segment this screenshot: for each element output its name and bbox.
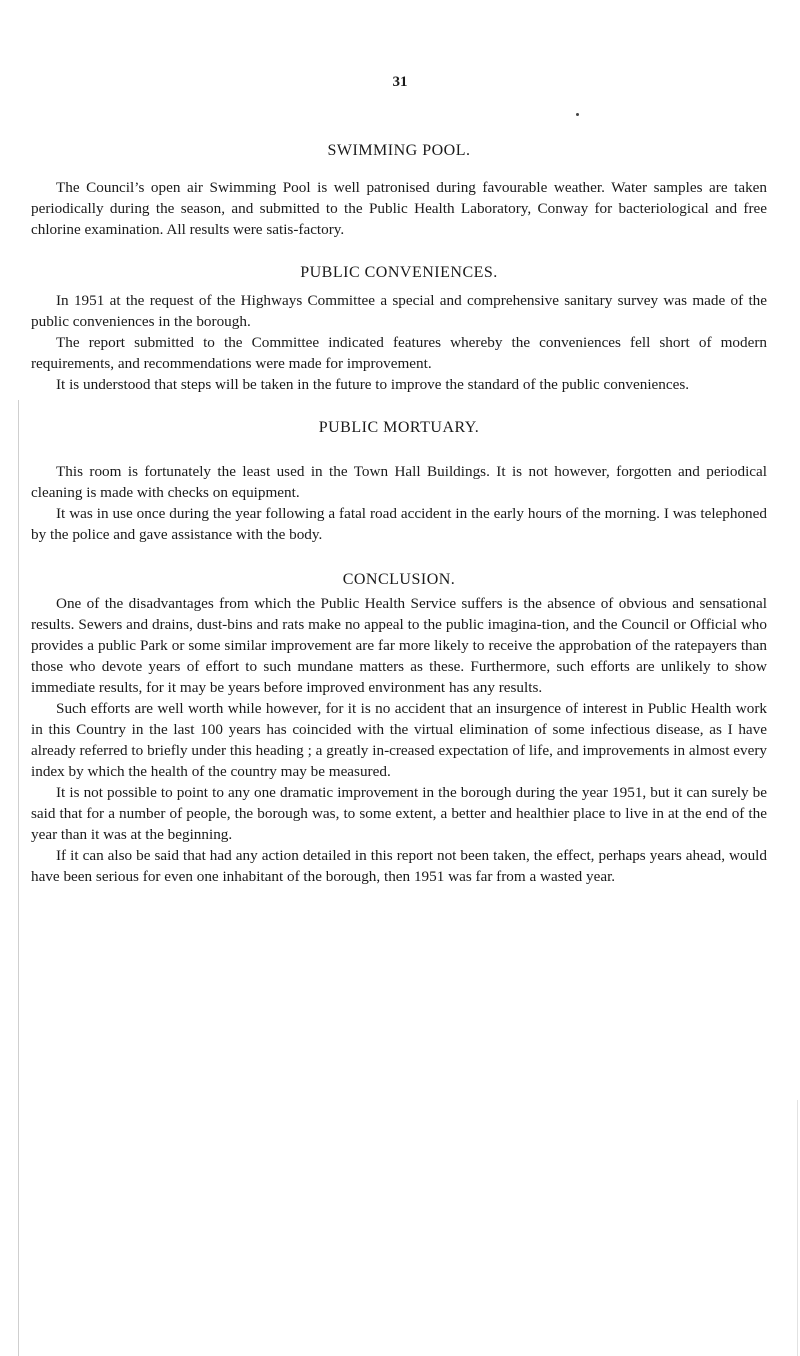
section-public-mortuary <box>31 419 767 545</box>
document-body <box>31 142 767 887</box>
paragraph: The Council’s open air Swimming Pool is well patronised during favourable weather. Water samples are taken periodically during the season, and submitted to the Public Health Laboratory, Conway for bacteriological and free chlorine examination. All results were satis-factory. <box>31 179 767 238</box>
binding-edge-right <box>797 1100 798 1356</box>
stray-mark <box>576 113 579 116</box>
section-heading: PUBLIC MORTUARY. <box>318 419 480 436</box>
paragraph: In 1951 at the request of the Highways Committee a special and comprehensive sanitary survey was made of the public conveniences in the borough. <box>31 292 767 330</box>
paragraph: It is understood that steps will be taken in the future to improve the standard of the public conveniences. <box>56 376 690 393</box>
paragraph: Such efforts are well worth while however, for it is no accident that an insurgence of interest in Public Health work in this Country in the last 100 years has coincided with the virtual elimination of some infectious disease, as I have already referred to briefly under this heading ; a greatly in-creased expectation of life, and improvements in almost every index by which the health of the country may be measured. <box>31 700 767 780</box>
section-heading: SWIMMING POOL. <box>327 142 471 159</box>
section-heading: PUBLIC CONVENIENCES. <box>300 264 498 281</box>
paragraph: The report submitted to the Committee indicated features whereby the conveniences fell short of modern requirements, and recommendations were made for improvement. <box>31 334 767 372</box>
section-swimming-pool <box>31 142 767 240</box>
paragraph: If it can also be said that had any action detailed in this report not been taken, the effect, perhaps years ahead, would have been serious for even one inhabitant of the borough, then 1951 was far from a wasted year. <box>31 847 767 885</box>
paragraph: This room is fortunately the least used in the Town Hall Buildings. It is not however, forgotten and periodical cleaning is made with checks on equipment. <box>31 463 767 501</box>
paragraph: It was in use once during the year following a fatal road accident in the early hours of the morning. I was telephoned by the police and gave assistance with the body. <box>31 505 767 543</box>
section-public-conveniences <box>31 264 767 395</box>
page-number: 31 <box>392 74 408 90</box>
section-conclusion <box>31 571 767 887</box>
paragraph: It is not possible to point to any one dramatic improvement in the borough during the year 1951, but it can surely be said that for a number of people, the borough was, to some extent, a better and healthier place to live in at the end of the year than it was at the beginning. <box>31 784 767 843</box>
section-heading: CONCLUSION. <box>342 571 456 588</box>
paragraph: One of the disadvantages from which the Public Health Service suffers is the absence of obvious and sensational results. Sewers and drains, dust-bins and rats make no appeal to the public imagina-tion, and the Council or Official who provides a public Park or some similar improvement are far more likely to receive the approbation of the ratepayers than those who devote years of effort to such mundane matters as these. Furthermore, such efforts are unlikely to show immediate results, for it may be years before improved environment has any results. <box>31 595 767 696</box>
binding-edge-left <box>18 400 19 1356</box>
